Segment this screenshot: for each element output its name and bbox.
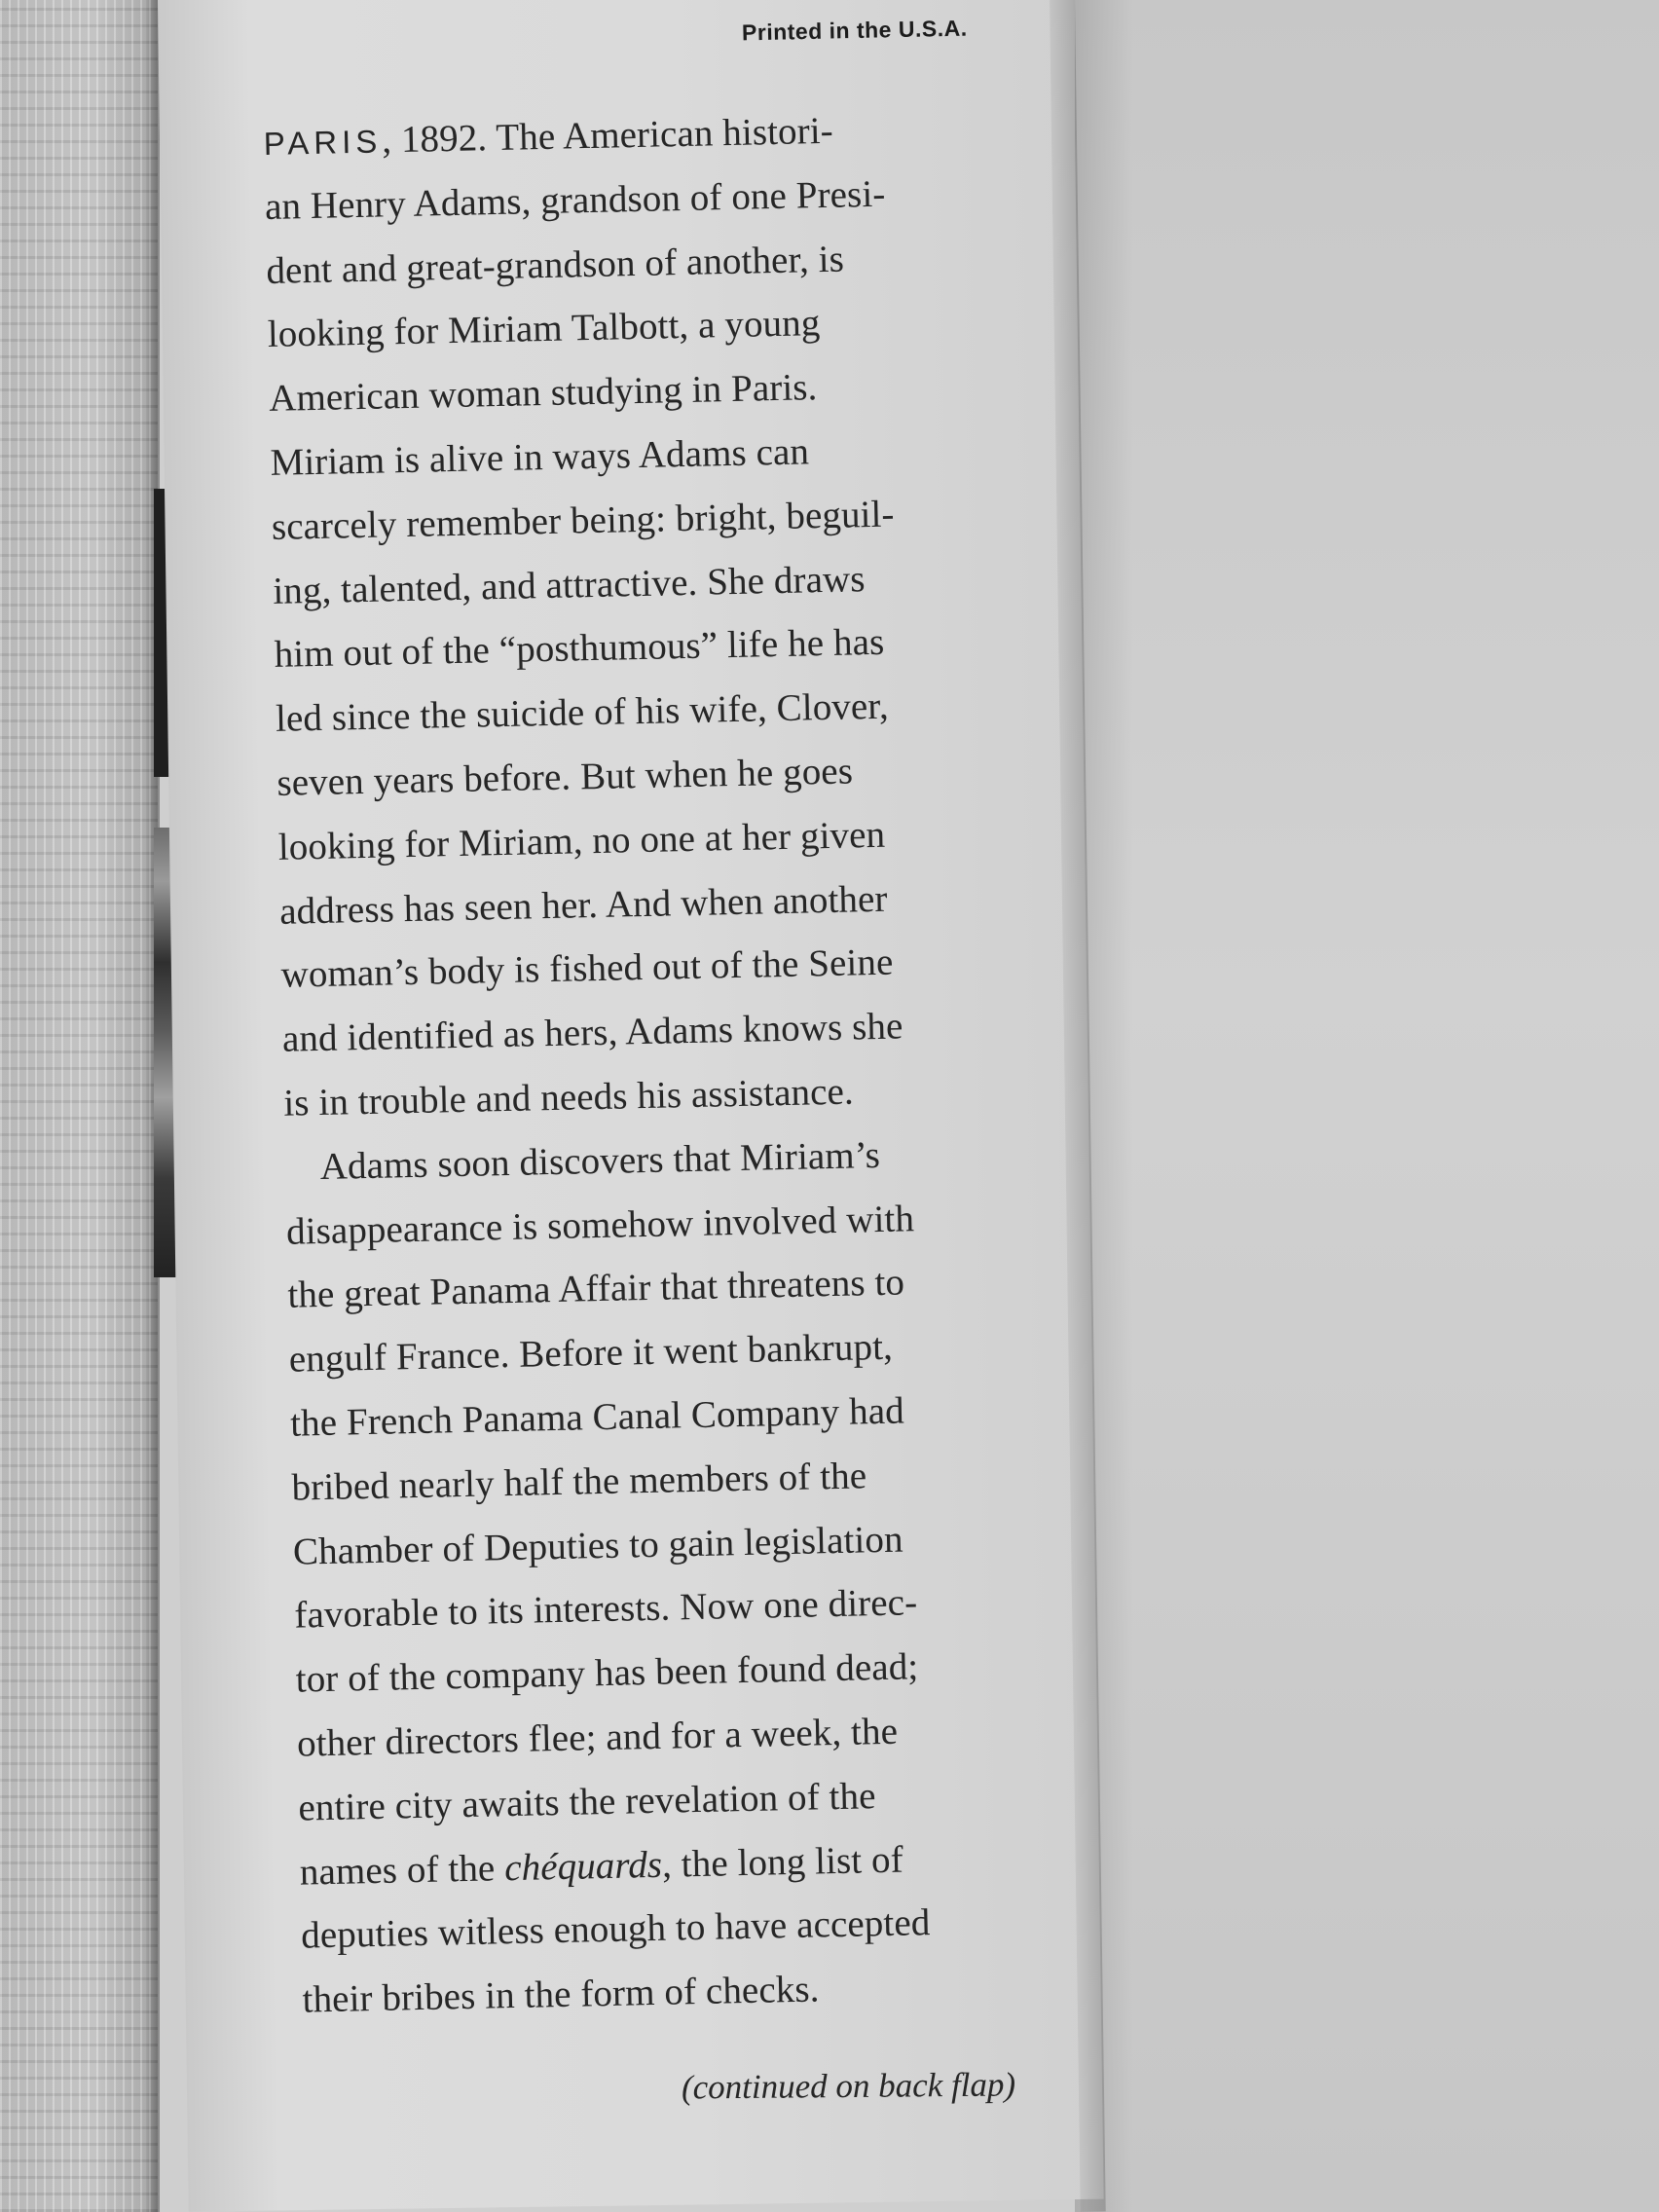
flap-line: seven years before. But when he goes [276,750,854,804]
facing-page [1075,0,1659,2212]
flap-line: the French Panama Canal Company had [289,1389,905,1445]
flap-line: bribed nearly half the members of the [291,1455,867,1509]
flap-line: favorable to its interests. Now one direc- [293,1581,918,1637]
chequards-term: chéquards [503,1843,663,1889]
flap-line: woman’s body is fished out of the Seine [280,940,894,997]
flap-line: the great Panama Affair that threatens to [287,1261,905,1317]
flap-line: their bribes in the form of checks. [302,1968,820,2021]
flap-line: and identified as hers, Adams knows she [281,1005,903,1060]
flap-line: other directors flee; and for a week, the [296,1710,899,1765]
flap-line: disappearance is somehow involved with [285,1197,915,1253]
flap-line-1-rest: , 1892. The American histori- [381,109,834,162]
names-before: names of the [299,1846,505,1894]
flap-line: him out of the “posthumous” life he has [274,621,885,677]
flap-line: Chamber of Deputies to gain legislation [292,1518,903,1573]
flap-line: scarcely remember being: bright, beguil- [271,493,895,548]
flap-line: Miriam is alive in ways Adams can [270,430,810,484]
flap-line: dent and great-grandson of another, is [265,238,845,292]
flap-line: led since the suicide of his wife, Clover, [275,684,890,741]
flap-line: an Henry Adams, grandson of one Presi- [264,172,886,228]
flap-line: looking for Miriam, no one at her given [277,813,886,868]
flap-line: deputies witless enough to have accepted [300,1901,931,1957]
printed-in-label: Printed in the U.S.A. [741,15,968,46]
flap-line: looking for Miriam Talbott, a young [267,302,821,356]
book-edge [0,0,158,2212]
flap-line: ing, talented, and attractive. She draws [272,557,866,612]
flap-line: is in trouble and needs his assistance. [282,1070,855,1124]
flap-copy [263,95,1043,2032]
continued-note: (continued on back flap) [681,2065,1016,2107]
flap-line: tor of the company has been found dead; [295,1645,919,1701]
flap-line: address has seen her. And when another [278,877,888,933]
flap-line: entire city awaits the revelation of the [298,1774,876,1829]
flap-line: American woman studying in Paris. [268,366,818,421]
names-after: , the long list of [661,1838,904,1886]
flap-line: Adams soon discovers that Miriam’s [319,1133,881,1188]
flap-line: engulf France. Before it went bankrupt, [288,1325,894,1381]
lead-word: PARIS [263,123,383,162]
